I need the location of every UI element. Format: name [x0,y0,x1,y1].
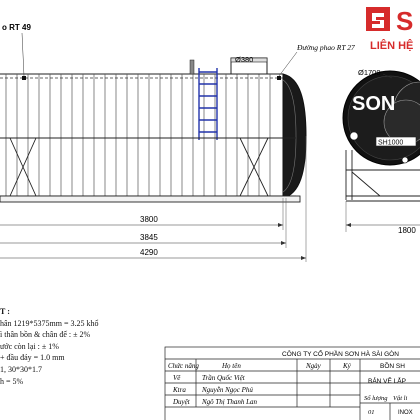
row-role-check: Ktra [173,386,186,394]
tank-side-view [0,58,306,262]
note-line: ì thân bồn & chân đế : ± 2% [0,330,91,340]
title-tank: BỒN SH [380,363,405,370]
note-line: hân 1219*5375mm = 3.25 khổ [0,318,99,328]
outer-dia-label: Ø1700 [358,68,381,77]
note-line: 1, 30*30*1.7 [0,364,42,374]
title-assembly: BẢN VẼ LẮP [368,378,406,385]
material-label: Vật li [393,395,408,402]
model-label: SH1000 [378,139,404,147]
qty-value: 01 [368,409,375,416]
logo-contact: LIÊN HỆ [370,40,414,52]
dim-3800-text: 3800 [140,215,158,224]
company-name: CÔNG TY CỔ PHẦN SƠN HÀ SÀI GÒN [282,351,399,358]
row-role-approve: Duyệt [173,398,190,406]
note-line: ước còn lại : ± 1% [0,341,59,351]
rt27-marker [277,76,281,80]
tank-stripes [6,74,270,196]
note-line: h = 5% [0,376,24,386]
header-name: Họ tên [222,362,241,370]
technical-notes [0,306,160,387]
dim-1800-text: 1800 [398,226,416,235]
dim-4290-text: 4290 [140,248,158,257]
manhole-dia-label: Ø380 [235,55,254,64]
ladder [199,68,217,140]
qty-label: Số lượng [364,395,388,402]
rt27-label: Đường phao RT 27 [297,43,355,52]
dimension-3845 [0,233,286,245]
row-name-approve: Ngô Thị Thanh Lan [202,398,258,406]
notes-title: T : [0,307,10,316]
row-name-draw: Trần Quốc Việt [202,374,245,382]
tank-end-view [343,71,420,235]
rt49-marker [22,76,26,80]
company-logo [366,6,413,52]
row-name-check: Nguyễn Ngọc Phú [202,386,253,394]
material-value: INOX [398,410,413,416]
dim-3845-text: 3845 [140,233,158,242]
tank-brand: SON [352,93,396,115]
logo-brand: S [396,6,414,36]
dimension-3800 [0,215,283,227]
rt49-label: o RT 49 [2,23,31,32]
header-sign: Ký [343,362,351,370]
note-line: + đầu đáy = 1.0 mm [0,353,65,363]
tank-stand [0,138,300,202]
dimension-4290 [0,248,306,260]
header-date: Ngày [306,362,321,370]
header-role: Chức năng [168,362,199,370]
row-role-draw: Vẽ [173,374,181,382]
